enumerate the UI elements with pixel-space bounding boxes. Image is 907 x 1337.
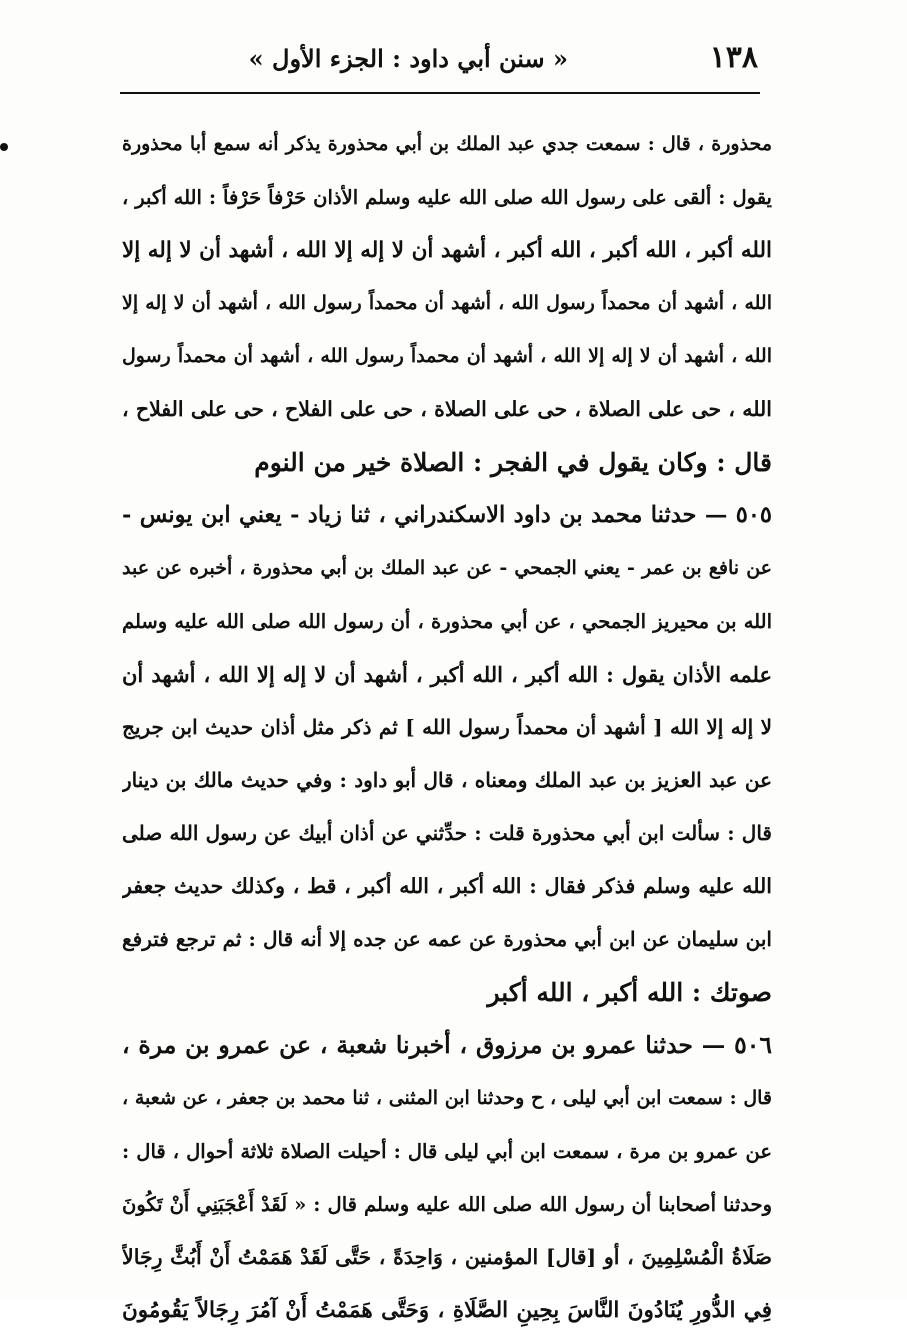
text-line: قال : سمعت ابن أبي ليلى ، ح وحدثنا ابن المثنى ، ثنا محمد بن جعفر ، عن شعبة ، bbox=[122, 1087, 772, 1109]
text-line: الله بن محيريز الجمحي ، عن أبي محذورة ، أن رسول الله صلى الله عليه وسلم bbox=[122, 610, 772, 633]
running-title: « سنن أبي داود : الجزء الأول » bbox=[248, 44, 568, 73]
text-line: الله أكبر ، الله أكبر ، الله أكبر ، أشهد أن لا إله إلا الله ، أشهد أن لا إله إلا bbox=[122, 238, 772, 263]
text-line: صوتك : الله أكبر ، الله أكبر bbox=[487, 978, 772, 1007]
text-line: الله عليه وسلم فذكر فقال : الله أكبر ، الله أكبر ، قط ، وكذلك حديث جعفر bbox=[122, 874, 772, 898]
text-line: الله ، أشهد أن محمداً رسول الله ، أشهد أن محمداً رسول الله ، أشهد أن لا إله إلا bbox=[122, 292, 772, 314]
text-line: وحدثنا أصحابنا أن رسول الله صلى الله عليه وسلم قال : « لَقَدْ أَعْجَبَنِي أَنْ تَكُونَ bbox=[122, 1193, 772, 1216]
page-header bbox=[112, 38, 758, 82]
text-line: الله ، أشهد أن لا إله إلا الله ، أشهد أن محمداً رسول الله ، أشهد أن محمداً رسول bbox=[122, 345, 772, 367]
text-line: محذورة ، قال : سمعت جدي عبد الملك بن أبي محذورة يذكر أنه سمع أبا محذورة bbox=[122, 133, 772, 155]
text-line: الله ، حى على الصلاة ، حى على الصلاة ، حى على الفلاح ، حى على الفلاح ، bbox=[122, 397, 772, 421]
text-line: علمه الأذان يقول : الله أكبر ، الله أكبر ، أشهد أن لا إله إلا الله ، أشهد أن bbox=[122, 662, 772, 687]
text-line: صَلَاةُ الْمُسْلِمِينَ ، أو [قال] المؤمنين ، وَاحِدَةً ، حَتَّى لَقَدْ هَمَمْتُ أَنْ أَبُثَّ رِجَالاً bbox=[122, 1245, 772, 1269]
text-line: عن عبد العزيز بن عبد الملك ومعناه ، قال أبو داود : وفي حديث مالك بن دينار bbox=[122, 768, 772, 792]
text-line: قال : سألت ابن أبي محذورة قلت : حدِّثني عن أذان أبيك عن رسول الله صلى bbox=[122, 821, 772, 845]
text-line: قال : وكان يقول في الفجر : الصلاة خير من النوم bbox=[254, 448, 772, 477]
page-body bbox=[122, 118, 772, 1337]
page-number: ١٣٨ bbox=[709, 40, 758, 75]
text-line: لا إله إلا الله [ أشهد أن محمداً رسول الله ] ثم ذكر مثل أذان حديث ابن جريج bbox=[122, 715, 772, 739]
text-line: يقول : ألقى على رسول الله صلى الله عليه وسلم الأذان حَرْفاً حَرْفاً : الله أكبر ، bbox=[122, 186, 772, 209]
hadith-506-line: ٥٠٦ — حدثنا عمرو بن مرزوق ، أخبرنا شعبة ، عن عمرو بن مرة ، bbox=[122, 1031, 772, 1059]
header-rule bbox=[120, 92, 760, 94]
margin-mark bbox=[0, 143, 8, 151]
text-line: عن نافع بن عمر - يعني الجمحي - عن عبد الملك بن أبي محذورة ، أخبره عن عبد bbox=[122, 557, 772, 579]
text-line: فِي الدُّورِ يُنَادُونَ النَّاسَ بِحِينِ الصَّلَاةِ ، وَحَتَّى هَمَمْتُ أَنْ آمُرَ رِجَالاً يَقُومُونَ bbox=[122, 1298, 772, 1323]
hadith-505-line: ٥٠٥ — حدثنا محمد بن داود الاسكندراني ، ثنا زياد - يعني ابن يونس - bbox=[122, 502, 772, 528]
text-line: عن عمرو بن مرة ، سمعت ابن أبي ليلى قال : أحيلت الصلاة ثلاثة أحوال ، قال : bbox=[122, 1140, 772, 1163]
text-line: ابن سليمان عن ابن أبي محذورة عن عمه عن جده إلا أنه قال : ثم ترجع فترفع bbox=[122, 927, 772, 951]
